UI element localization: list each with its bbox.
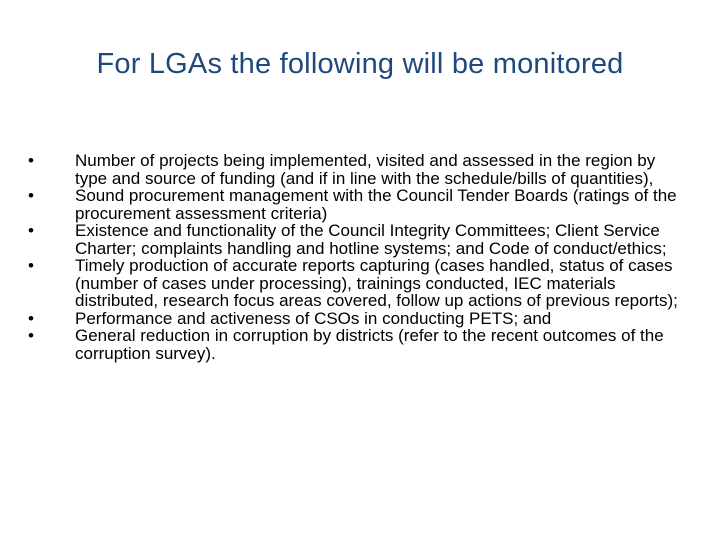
bullet-icon: •: [28, 221, 34, 240]
bullet-text: Existence and functionality of the Council Integrity Committees; Client Service Charter; complaints handling and hotline systems; and Code of conduct/ethics;: [75, 221, 667, 258]
bullet-text: Timely production of accurate reports capturing (cases handled, status of cases (number of cases under processing), trainings conducted, IEC materials distributed, research focus areas covered, follow up actions of previous reports);: [75, 256, 678, 310]
bullet-icon: •: [28, 308, 34, 328]
bullet-text: General reduction in corruption by districts (refer to the recent outcomes of the corruption survey).: [75, 326, 664, 363]
bullet-item: [28, 257, 678, 310]
bullet-text: Performance and activeness of CSOs in conducting PETS; and: [75, 308, 552, 328]
bullet-list: [28, 152, 678, 362]
bullet-item: [28, 310, 678, 328]
bullet-icon: •: [28, 151, 34, 170]
bullet-icon: •: [28, 186, 34, 205]
bullet-icon: •: [28, 256, 34, 275]
bullet-item: [28, 222, 678, 257]
bullet-text: Sound procurement management with the Council Tender Boards (ratings of the procurement assessment criteria): [75, 186, 677, 223]
bullet-item: [28, 187, 678, 222]
slide-title: For LGAs the following will be monitored: [96, 48, 624, 80]
bullet-icon: •: [28, 326, 34, 345]
bullet-text: Number of projects being implemented, visited and assessed in the region by type and source of funding (and if in line with the schedule/bills of quantities),: [75, 151, 656, 188]
bullet-item: [28, 152, 678, 187]
bullet-item: [28, 327, 678, 362]
